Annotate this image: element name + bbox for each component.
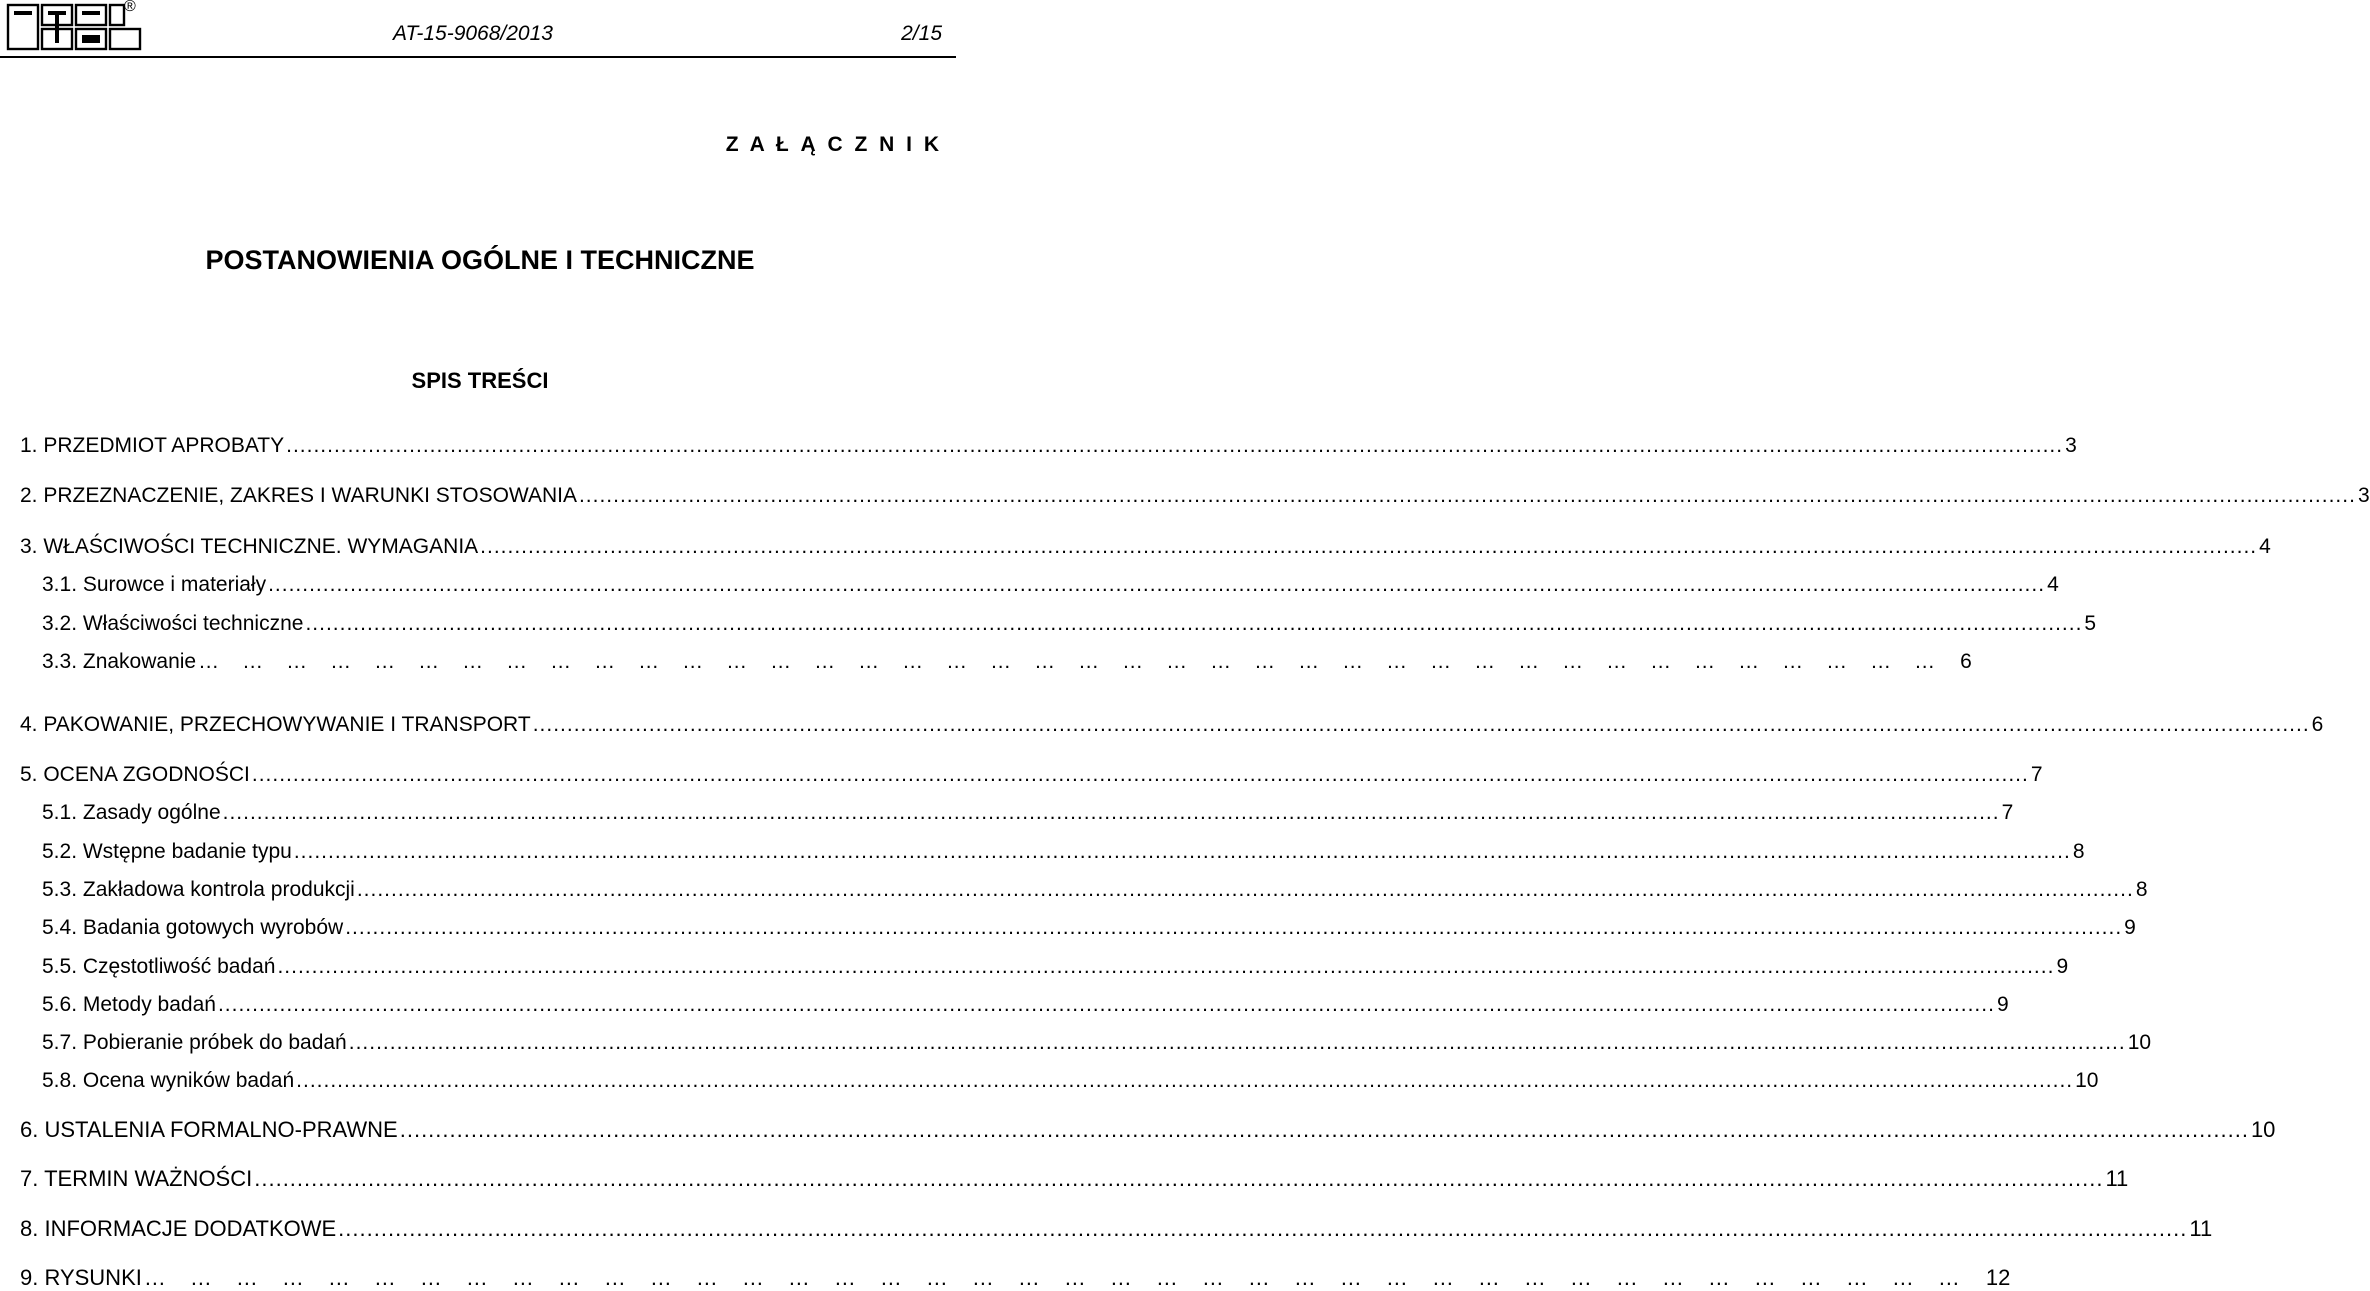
toc-entry-label: 5.8. Ocena wyników badań <box>42 1069 295 1092</box>
toc-dot-leader: .................................................................................................................................................................................................................................................................... <box>578 484 2356 507</box>
toc-entry-page: 3 <box>2065 434 2077 457</box>
toc-entry <box>20 433 2077 459</box>
toc-dot-leader: .................................................................................................................................................................................................................................................................... <box>296 1069 2074 1092</box>
toc-dot-leader: .................................................................................................................................................................................................................................................................... <box>348 1031 2126 1054</box>
toc-entry-page: 9 <box>2056 955 2069 978</box>
toc-entry-page: 11 <box>2189 1216 2213 1241</box>
page-number: 2/15 <box>901 22 942 45</box>
toc-entry <box>20 762 2043 788</box>
toc-entry-label: 5.6. Metody badań <box>42 993 216 1016</box>
toc-entry <box>42 572 2059 598</box>
toc-entry-page: 6 <box>2311 713 2324 736</box>
toc-entry-label: 3.2. Właściwości techniczne <box>42 612 304 635</box>
toc-entry-label: 4. PAKOWANIE, PRZECHOWYWANIE I TRANSPORT <box>20 713 531 736</box>
itb-logo <box>6 2 142 52</box>
toc-entry <box>42 1030 2152 1056</box>
toc-entry-label: 9. RYSUNKI <box>20 1265 142 1290</box>
toc-entry-label: 3.1. Surowce i materiały <box>42 573 267 596</box>
toc-entry-label: 5.1. Zasady ogólne <box>42 801 221 824</box>
toc-entry <box>42 611 2097 637</box>
toc-entry-page: 8 <box>2135 878 2148 901</box>
registered-mark: ® <box>124 0 136 15</box>
toc-entry-page: 9 <box>1996 993 2009 1016</box>
toc-entry <box>20 1265 2011 1291</box>
toc-entry <box>20 1216 2213 1242</box>
toc-dot-leader: .................................................................................................................................................................................................................................................................... <box>345 916 2123 939</box>
toc-entry <box>42 800 2014 826</box>
toc-entry <box>42 992 2009 1018</box>
toc-entry-page: 12 <box>1985 1265 2011 1290</box>
toc-entry-page: 4 <box>2047 573 2059 596</box>
toc-heading: SPIS TREŚCI <box>411 368 549 393</box>
annex-title: Z A Ł Ą C Z N I K <box>725 133 942 156</box>
toc-entry-label: 5. OCENA ZGODNOŚCI <box>20 763 250 786</box>
toc-entry-label: 7. TERMIN WAŻNOŚCI <box>20 1166 253 1191</box>
toc-entry-label: 5.2. Wstępne badanie typu <box>42 840 292 863</box>
toc-entry-label: 5.5. Częstotliwość badań <box>42 955 276 978</box>
toc-entry <box>20 534 2271 560</box>
toc-dot-leader: .................................................................................................................................................................................................................................................................... <box>277 955 2055 978</box>
toc-entry <box>42 1068 2099 1094</box>
toc-dot-leader: .................................................................................................................................................................................................................................................................... <box>217 993 1995 1016</box>
toc-entry-label: 8. INFORMACJE DODATKOWE <box>20 1216 337 1241</box>
toc-entry <box>42 877 2148 903</box>
toc-dot-leader: .................................................................................................................................................................................................................................................................... <box>268 573 2046 596</box>
toc-entry-page: 3 <box>2357 484 2370 507</box>
toc-entry-page: 5 <box>2084 612 2097 635</box>
toc-entry <box>20 712 2324 738</box>
toc-entry-label: 5.4. Badania gotowych wyrobów <box>42 916 344 939</box>
toc-entry-page: 7 <box>2001 801 2014 824</box>
toc-entry-page: 10 <box>2127 1031 2152 1054</box>
toc-entry-page: 7 <box>2030 763 2043 786</box>
toc-entry <box>42 839 2085 865</box>
toc-entry-label: 6. USTALENIA FORMALNO-PRAWNE <box>20 1117 398 1142</box>
header-divider <box>0 56 956 58</box>
toc-entry-label: 1. PRZEDMIOT APROBATY <box>20 434 285 457</box>
toc-entry <box>20 1166 2129 1192</box>
toc-entry <box>42 954 2069 980</box>
toc-dot-leader: .................................................................................................................................................................................................................................................................... <box>293 840 2071 863</box>
main-title: POSTANOWIENIA OGÓLNE I TECHNICZNE <box>205 245 755 275</box>
toc-entry-page: 11 <box>2105 1166 2129 1191</box>
toc-entry-page: 4 <box>2259 535 2271 558</box>
toc-dot-leader: .................................................................................................................................................................................................................................................................... <box>480 535 2258 558</box>
toc-dot-leader: .................................................................................................................................................................................................................................................................... <box>305 612 2083 635</box>
toc-entry <box>42 915 2136 941</box>
toc-entry-label: 5.3. Zakładowa kontrola produkcji <box>42 878 355 901</box>
toc-entry-page: 9 <box>2124 916 2136 939</box>
toc-entry-label: 3.3. Znakowanie <box>42 650 197 673</box>
toc-dot-leader: .................................................................................................................................................................................................................................................................... <box>222 801 2000 824</box>
toc-dot-leader: … … … … … … … … … … … … … … … … … … … … … … … … … … … … … … … … … … … … … … … … <box>143 1265 1984 1290</box>
toc-entry-page: 10 <box>2250 1117 2276 1142</box>
toc-entry-label: 2. PRZEZNACZENIE, ZAKRES I WARUNKI STOSOWANIA <box>20 484 577 507</box>
toc-dot-leader: .................................................................................................................................................................................................................................................................... <box>338 1216 2188 1241</box>
toc-dot-leader: .................................................................................................................................................................................................................................................................... <box>254 1166 2104 1191</box>
toc-entry-label: 5.7. Pobieranie próbek do badań <box>42 1031 347 1054</box>
toc-entry-page: 8 <box>2072 840 2085 863</box>
toc-dot-leader: .................................................................................................................................................................................................................................................................... <box>251 763 2029 786</box>
toc-dot-leader: .................................................................................................................................................................................................................................................................... <box>399 1117 2249 1142</box>
toc-entry <box>20 1117 2276 1143</box>
toc-entry-page: 6 <box>1960 650 1972 673</box>
toc-dot-leader: … … … … … … … … … … … … … … … … … … … … … … … … … … … … … … … … … … … … … … … … <box>198 650 1959 673</box>
toc-entry-label: 3. WŁAŚCIWOŚCI TECHNICZNE. WYMAGANIA <box>20 535 479 558</box>
toc-dot-leader: .................................................................................................................................................................................................................................................................... <box>532 713 2310 736</box>
toc-entry-page: 10 <box>2075 1069 2099 1092</box>
toc-entry <box>20 483 2370 509</box>
toc-dot-leader: .................................................................................................................................................................................................................................................................... <box>356 878 2134 901</box>
toc-entry <box>42 649 1972 675</box>
document-number: AT-15-9068/2013 <box>393 22 553 45</box>
toc-dot-leader: .................................................................................................................................................................................................................................................................... <box>286 434 2064 457</box>
